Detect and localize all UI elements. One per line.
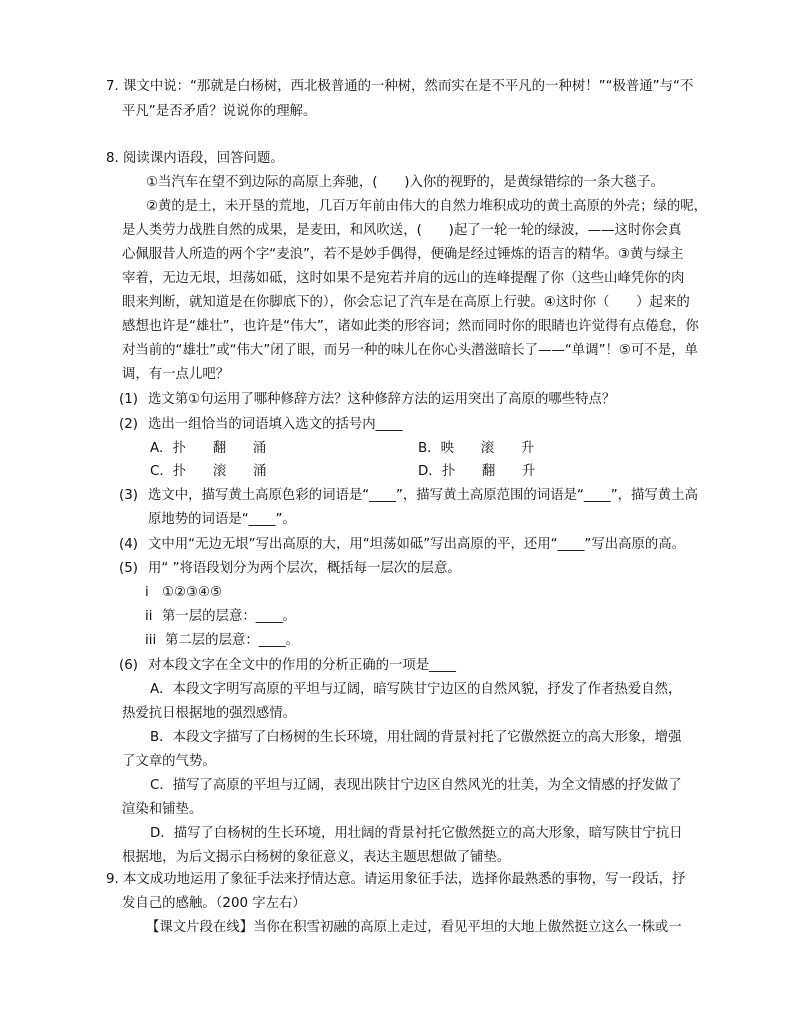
sub4-number: (4) <box>119 537 138 552</box>
sub2-number: (2) <box>119 417 138 432</box>
sub3-line1: 选文中，描写黄土高原色彩的词语是“____”，描写黄土高原范围的词语是“____”，描写黄土高 <box>148 488 698 503</box>
sub6-option-a-cont: 热爱抗日根据地的强烈感情。 <box>122 706 297 721</box>
sub6-number: (6) <box>119 658 138 673</box>
option-words: 扑 翻 涌 <box>172 441 267 456</box>
sub6-option-d-cont: 根据地，为后文揭示白杨树的象征意义，表达主题思想做了铺垫。 <box>122 850 511 865</box>
q9-line2: 发自己的感触。（200 字左右） <box>122 896 306 911</box>
q7-line2: 平凡”是否矛盾？说说你的理解。 <box>122 104 317 119</box>
sub5-item-mark: iii <box>145 633 157 648</box>
sub1-text: 选文第①句运用了哪种修辞方法？这种修辞方法的运用突出了高原的哪些特点？ <box>148 392 616 407</box>
sub5-item-text: 第二层的层意：____。 <box>165 633 299 648</box>
q7-line1: 7. 课文中说：“那就是白杨树，西北极普通的一种树，然而实在是不平凡的一种树！”“极普通”与“不 <box>106 79 694 94</box>
sub2-option-c <box>150 462 266 482</box>
sub2-option-a <box>150 439 266 459</box>
sub2-text: 选出一组恰当的词语填入选文的括号内____ <box>148 417 403 432</box>
passage-line: 调，有一点儿吧？ <box>122 367 230 382</box>
sub6-option-d: D．描写了白杨树的生长环境，用壮阔的背景衬托它傲然挺立的高大形象，暗写陕甘宁抗日 <box>150 826 683 841</box>
sub5-item-text: ①②③④⑤ <box>162 585 223 600</box>
sub2-option-d <box>418 462 535 482</box>
sub4-text: 文中用“无边无垠”写出高原的大，用“坦荡如砥”写出高原的平，还用“____”写出高原的高。 <box>148 537 686 552</box>
sub6-option-a: A．本段文字明写高原的平坦与辽阔，暗写陕甘宁边区的自然风貌，抒发了作者热爱自然， <box>150 682 682 697</box>
sub1-number: (1) <box>119 392 138 407</box>
q9-line1: 9. 本文成功地运用了象征手法来抒情达意。请运用象征手法，选择你最熟悉的事物，写一段话，抒 <box>106 872 686 887</box>
sub6-option-b-cont: 了文章的气势。 <box>122 754 216 769</box>
option-words: 扑 滚 涌 <box>172 464 267 479</box>
sub5-item-text: 第一层的层意：____。 <box>162 609 296 624</box>
passage-line: 是人类劳力战胜自然的成果，是麦田，和风吹送，( )起了一轮一轮的绿波，——这时你会真 <box>122 223 682 238</box>
option-letter: D． <box>418 464 442 479</box>
option-letter: C． <box>150 464 173 479</box>
sub6-option-c: C．描写了高原的平坦与辽阔，表现出陕甘宁边区自然风光的壮美，为全文情感的抒发做了 <box>150 778 682 793</box>
passage-line: ①当汽车在望不到边际的高原上奔驰，( )入你的视野的，是黄绿错综的一条大毯子。 <box>146 175 664 190</box>
sub5-item-mark: ii <box>145 609 153 624</box>
passage-line: 心佩服昔人所造的两个字“麦浪”，若不是妙手偶得，便确是经过锤炼的语言的精华。③黄与绿主 <box>122 247 684 262</box>
option-letter: A． <box>150 441 173 456</box>
excerpt-text: 【课文片段在线】当你在积雪初融的高原上走过，看见平坦的大地上傲然挺立这么一株或一 <box>146 920 682 935</box>
sub6-text: 对本段文字在全文中的作用的分析正确的一项是____ <box>148 658 456 673</box>
q8-heading: 8. 阅读课内语段，回答问题。 <box>106 151 284 166</box>
sub2-option-b <box>418 439 534 459</box>
option-words: 映 滚 升 <box>440 441 535 456</box>
sub5-number: (5) <box>119 561 138 576</box>
passage-line: 宰着，无边无垠，坦荡如砥，这时如果不是宛若并肩的远山的连峰提醒了你（这些山峰凭你的肉 <box>122 271 685 286</box>
sub6-option-c-cont: 渲染和铺垫。 <box>122 802 203 817</box>
sub5-item-mark: i <box>145 585 149 600</box>
sub3-number: (3) <box>119 488 138 503</box>
option-letter: B． <box>418 441 441 456</box>
passage-line: 眼来判断，就知道是在你脚底下的），你会忘记了汽车是在高原上行驶。④这时你（ ）起来的 <box>122 295 690 310</box>
passage-line: 感想也许是“雄壮”，也许是“伟大”，诸如此类的形容词；然而同时你的眼睛也许觉得有点倦怠，你 <box>122 319 699 334</box>
sub3-line2: 原地势的词语是“____”。 <box>148 512 296 527</box>
sub6-option-b: B．本段文字描写了白杨树的生长环境，用壮阔的背景衬托了它傲然挺立的高大形象，增强 <box>150 730 682 745</box>
passage-line: ②黄的是土，未开垦的荒地，几百万年前由伟大的自然力堆积成功的黄土高原的外壳；绿的呢， <box>146 199 708 214</box>
sub5-text: 用“ ”将语段划分为两个层次，概括每一层次的层意。 <box>148 561 461 576</box>
passage-line: 对当前的“雄壮”或“伟大”闭了眼，而另一种的味儿在你心头潜滋暗长了——“单调”！⑤可不是，单 <box>122 343 698 358</box>
option-words: 扑 翻 升 <box>441 464 536 479</box>
